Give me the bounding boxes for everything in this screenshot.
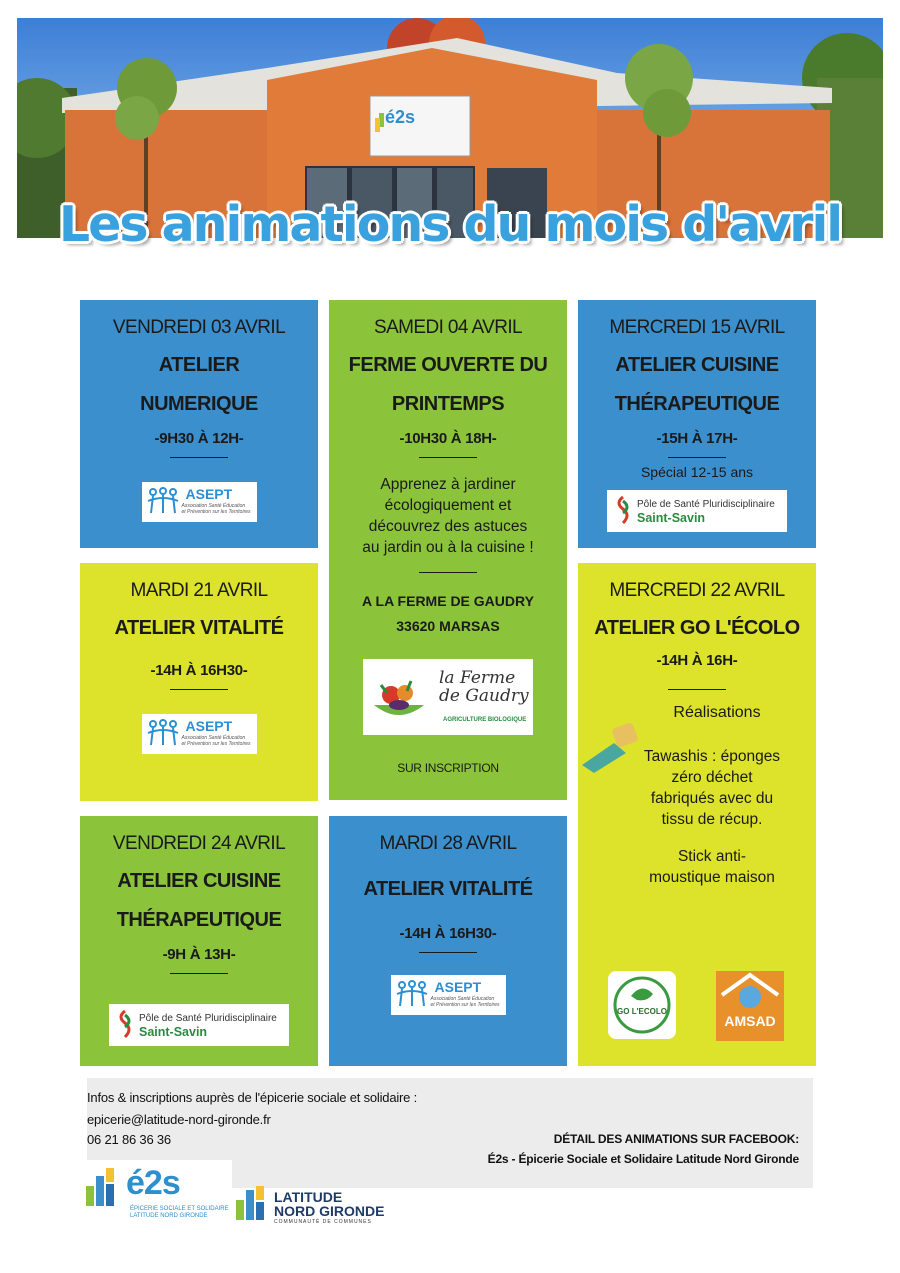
event-card bbox=[80, 300, 318, 548]
event-extra: Spécial 12-15 ans bbox=[640, 464, 754, 480]
event-name: FERME OUVERTE DU PRINTEMPS bbox=[348, 354, 548, 415]
pole-sante-icon bbox=[115, 1009, 135, 1041]
event-card bbox=[80, 563, 318, 801]
divider bbox=[170, 973, 228, 974]
vegetables-icon bbox=[369, 667, 429, 727]
event-date: VENDREDI 03 AVRIL bbox=[112, 317, 286, 338]
asept-logo bbox=[142, 714, 257, 754]
asept-sub: Association Santé Éducation et Prévention sur les Territoires bbox=[430, 996, 500, 1008]
event-note: SUR INSCRIPTION bbox=[397, 761, 499, 775]
amsad-logo: AMSAD bbox=[716, 971, 784, 1041]
event-date: MERCREDI 15 AVRIL bbox=[609, 317, 785, 338]
event-date: MARDI 21 AVRIL bbox=[130, 580, 268, 601]
asept-name: ASEPT bbox=[434, 979, 482, 995]
footer-info: Infos & inscriptions auprès de l'épicerie sociale et solidaire : bbox=[87, 1090, 418, 1105]
latitude-nord-gironde-logo bbox=[236, 1186, 406, 1230]
e2s-wordmark: é2s bbox=[126, 1164, 180, 1202]
facebook-page[interactable]: É2s - Épicerie Sociale et Solidaire Latitude Nord Gironde bbox=[487, 1152, 799, 1166]
asept-logo bbox=[391, 975, 506, 1015]
e2s-sub: ÉPICERIE SOCIALE ET SOLIDAIRE LATITUDE NORD GIRONDE bbox=[130, 1206, 229, 1219]
asept-name: ASEPT bbox=[185, 718, 233, 734]
page-title: Les animations du mois d'avril bbox=[58, 196, 842, 253]
ferme-gaudry-logo bbox=[363, 659, 533, 735]
lng-wordmark: LATITUDE NORD GIRONDE bbox=[274, 1189, 385, 1219]
event-date: MERCREDI 22 AVRIL bbox=[609, 580, 785, 601]
asept-people-icon bbox=[146, 719, 180, 749]
asept-people-icon bbox=[146, 487, 180, 517]
event-heading: Réalisations bbox=[673, 704, 761, 721]
asept-people-icon bbox=[395, 980, 429, 1010]
divider bbox=[668, 689, 726, 690]
ferme-name: la Ferme de Gaudry bbox=[439, 668, 529, 706]
event-name: ATELIER GO L'ÉCOLO bbox=[594, 617, 800, 639]
pole-sante-icon bbox=[613, 495, 633, 527]
event-item: Stick anti- moustique maison bbox=[649, 848, 775, 886]
bio-label: AGRICULTURE BIOLOGIQUE bbox=[443, 717, 527, 723]
event-date: SAMEDI 04 AVRIL bbox=[374, 317, 522, 338]
lng-sub: COMMUNAUTÉ DE COMMUNES bbox=[274, 1219, 372, 1225]
pole-sante-logo: Pôle de Santé Pluridisciplinaire Saint-Savin bbox=[109, 1004, 289, 1046]
e2s-logo bbox=[82, 1160, 232, 1226]
divider bbox=[419, 952, 477, 953]
event-name: ATELIER CUISINE THÉRAPEUTIQUE bbox=[116, 870, 282, 931]
divider bbox=[419, 457, 477, 458]
event-time: -15H À 17H- bbox=[656, 430, 738, 447]
event-time: -9H30 À 12H- bbox=[154, 430, 244, 447]
event-card bbox=[80, 816, 318, 1066]
leaf-circle-icon bbox=[611, 974, 673, 1036]
asept-sub: Association Santé Éducation et Prévention sur les Territoires bbox=[181, 503, 251, 515]
event-place: A LA FERME DE GAUDRY 33620 MARSAS bbox=[362, 593, 534, 634]
go-lecolo-logo: GO L'ECOLO bbox=[608, 971, 676, 1039]
lng-squares-icon bbox=[236, 1186, 272, 1226]
event-time: -14H À 16H30- bbox=[399, 925, 497, 942]
asept-logo bbox=[142, 482, 257, 522]
glove-sponge-icon bbox=[574, 713, 644, 773]
divider bbox=[170, 457, 228, 458]
event-time: -10H30 À 18H- bbox=[399, 430, 497, 447]
house-icon bbox=[716, 971, 784, 1011]
event-card bbox=[578, 300, 816, 548]
event-time: -14H À 16H30- bbox=[150, 662, 248, 679]
event-card bbox=[578, 563, 816, 1066]
event-name: ATELIER NUMERIQUE bbox=[140, 354, 258, 415]
sign-text: é2s bbox=[385, 107, 416, 127]
footer-phone[interactable]: 06 21 86 36 36 bbox=[87, 1132, 171, 1147]
event-name: ATELIER VITALITÉ bbox=[114, 617, 284, 639]
footer-email[interactable]: epicerie@latitude-nord-gironde.fr bbox=[87, 1112, 271, 1127]
asept-name: ASEPT bbox=[185, 486, 233, 502]
pole-sante-logo: Pôle de Santé Pluridisciplinaire Saint-Savin bbox=[607, 490, 787, 532]
asept-sub: Association Santé Éducation et Prévention sur les Territoires bbox=[181, 735, 251, 747]
event-date: VENDREDI 24 AVRIL bbox=[112, 833, 286, 854]
event-item: Tawashis : éponges zéro déchet fabriqués avec du tissu de récup. bbox=[643, 748, 781, 828]
divider bbox=[170, 689, 228, 690]
event-time: -9H À 13H- bbox=[162, 946, 236, 963]
e2s-squares-icon bbox=[86, 1168, 126, 1218]
event-name: ATELIER CUISINE THÉRAPEUTIQUE bbox=[614, 354, 780, 415]
event-date: MARDI 28 AVRIL bbox=[379, 833, 517, 854]
event-card bbox=[329, 816, 567, 1066]
event-description: Apprenez à jardiner écologiquement et découvrez des astuces au jardin ou à la cuisine ! bbox=[362, 476, 534, 556]
event-time: -14H À 16H- bbox=[656, 652, 738, 669]
divider bbox=[419, 572, 477, 573]
divider bbox=[668, 457, 726, 458]
event-card bbox=[329, 300, 567, 800]
event-name: ATELIER VITALITÉ bbox=[363, 878, 533, 900]
facebook-title: DÉTAIL DES ANIMATIONS SUR FACEBOOK: bbox=[553, 1132, 799, 1146]
